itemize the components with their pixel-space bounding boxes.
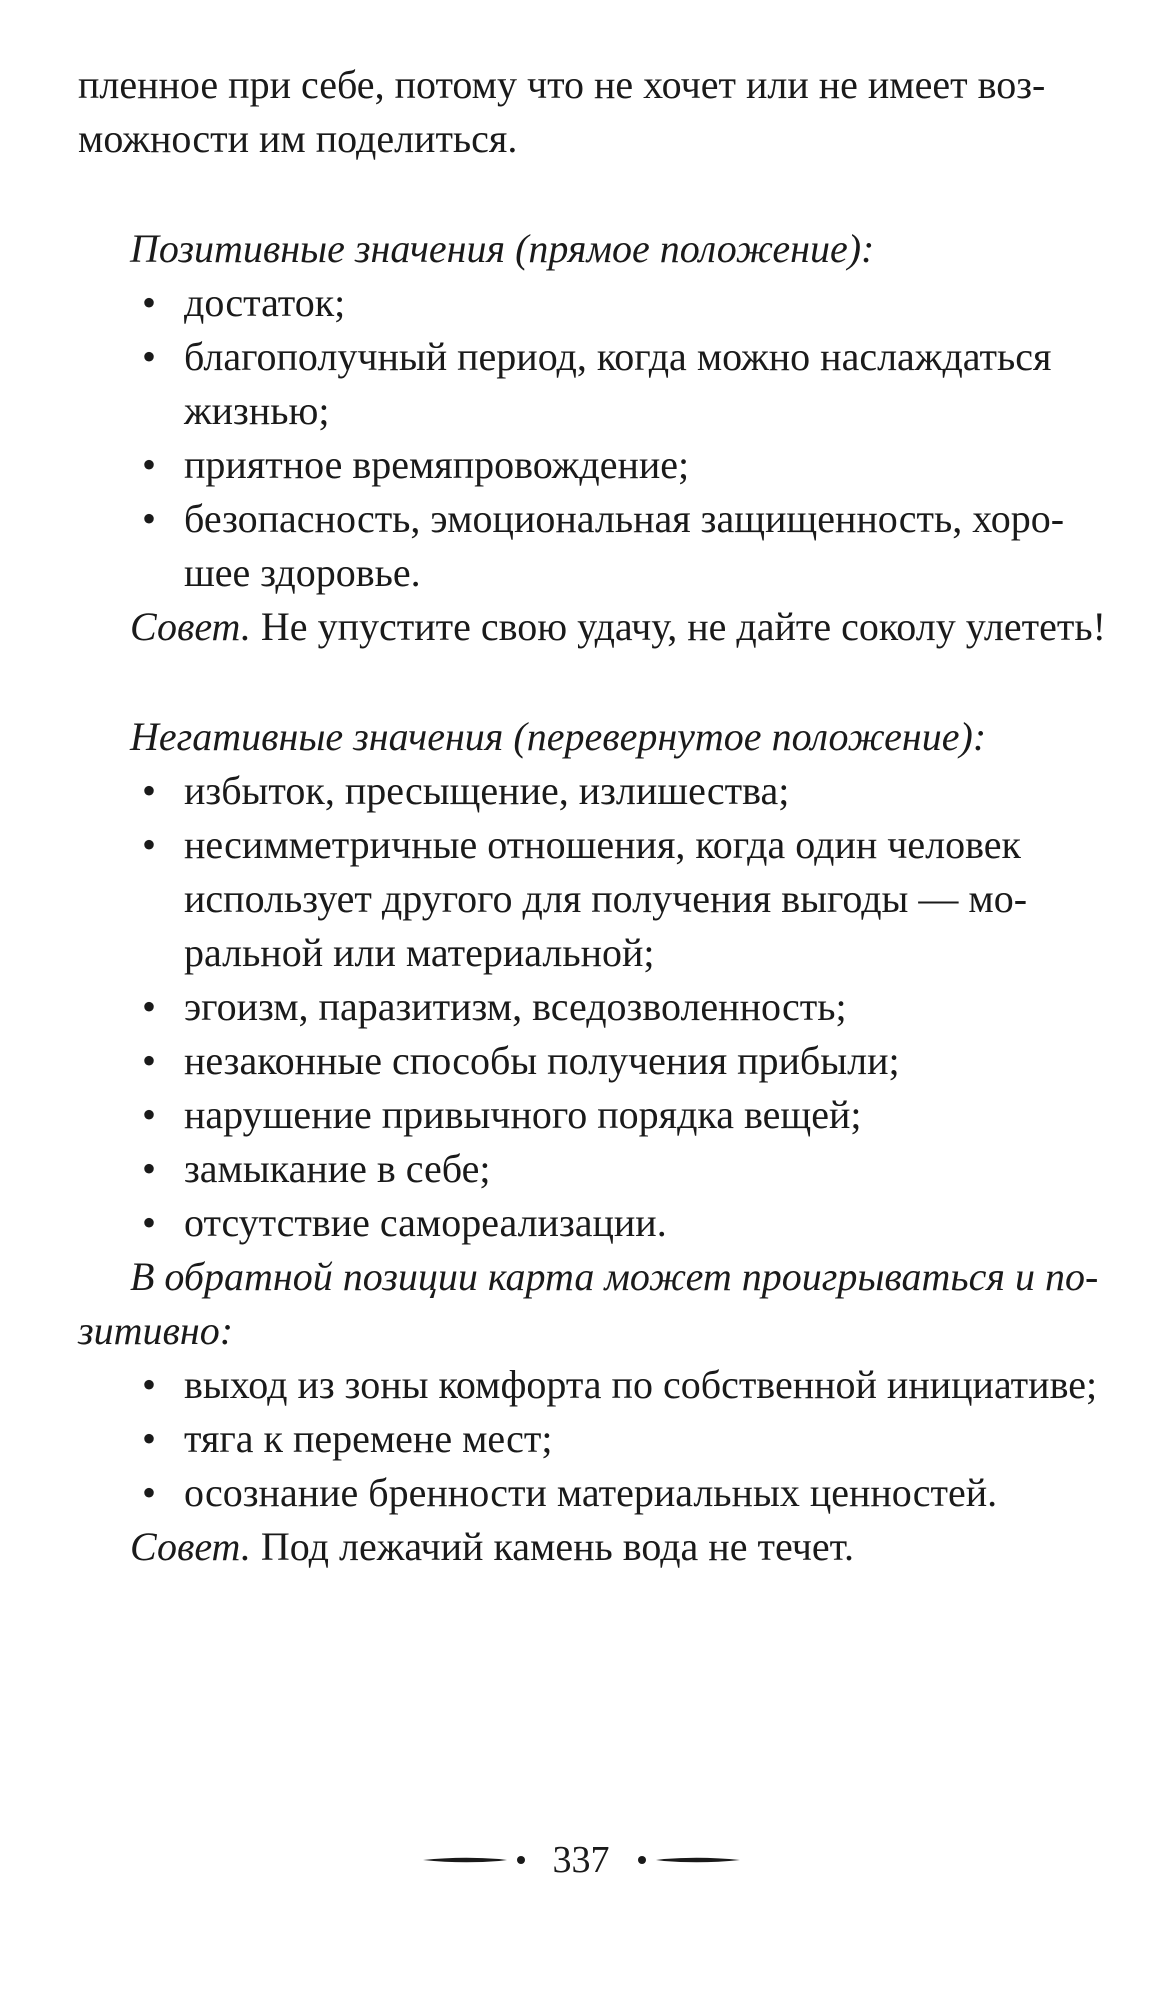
bullet-icon: •: [141, 496, 156, 541]
list-item: • эгоизм, паразитизм, вседозволенность;: [78, 980, 1088, 1034]
page-footer: [0, 1830, 1162, 1890]
advice-text: Не упустите свою удачу, не дайте соколу улететь!: [250, 604, 1106, 649]
bullet-icon: •: [141, 1362, 156, 1407]
list-item-continuation: ральной или материальной;: [184, 930, 655, 975]
list-item: • приятное времяпровождение;: [78, 438, 1088, 492]
spacer: [78, 166, 1088, 222]
list-item-continuation: жизнью;: [184, 388, 330, 433]
bullet-icon: •: [141, 984, 156, 1029]
list-item: • замыкание в себе;: [78, 1142, 1088, 1196]
list-item: • незаконные способы получения прибыли;: [78, 1034, 1088, 1088]
bullet-icon: •: [141, 1200, 156, 1245]
bullet-icon: •: [141, 280, 156, 325]
positive-advice: [78, 600, 1106, 654]
negative-heading: Негативные значения (перевернутое положение):: [130, 714, 987, 759]
list-item: • избыток, пресыщение, излишества;: [78, 764, 1088, 818]
page-number: 337: [552, 1839, 610, 1881]
list-item: • несимметричные отношения, когда один человек: [78, 818, 1088, 872]
list-item: • безопасность, эмоциональная защищенность, хоро-: [78, 492, 1088, 546]
intro-line-1: пленное при себе, потому что не хочет или не имеет воз-: [78, 62, 1046, 107]
list-item-continuation: шее здоровье.: [184, 550, 421, 595]
list-item: • осознание бренности материальных ценностей.: [78, 1466, 1088, 1520]
page-content: [78, 58, 1106, 1574]
list-item: • благополучный период, когда можно наслаждаться: [78, 330, 1088, 384]
intro-line-2: можности им поделиться.: [78, 116, 518, 161]
advice-label: Совет.: [130, 1524, 251, 1569]
right-flourish-icon: [632, 1850, 742, 1870]
bullet-icon: •: [141, 1470, 156, 1515]
bullet-icon: •: [141, 1092, 156, 1137]
negative-advice: [78, 1520, 1088, 1574]
advice-text: Под лежачий камень вода не течет.: [250, 1524, 855, 1569]
bullet-icon: •: [141, 822, 156, 867]
list-item: • достаток;: [78, 276, 1088, 330]
bullet-icon: •: [141, 768, 156, 813]
list-item: • тяга к перемене мест;: [78, 1412, 1088, 1466]
positive-heading: Позитивные значения (прямое положение):: [130, 226, 875, 271]
spacer: [78, 654, 1088, 710]
reverse-list: [78, 1358, 1098, 1520]
bullet-icon: •: [141, 334, 156, 379]
negative-list: [78, 764, 1088, 1250]
list-item-continuation: использует другого для получения выгоды — мо-: [184, 876, 1028, 921]
list-item: • выход из зоны комфорта по собственной инициативе;: [78, 1358, 1088, 1412]
positive-list: [78, 276, 1088, 600]
advice-label: Совет.: [130, 604, 251, 649]
reverse-intro-line-2: зитивно:: [78, 1308, 234, 1353]
bullet-icon: •: [141, 1038, 156, 1083]
left-flourish-icon: [421, 1850, 531, 1870]
bullet-icon: •: [141, 442, 156, 487]
bullet-icon: •: [141, 1146, 156, 1191]
reverse-intro-line-1: В обратной позиции карта может проигрываться и по-: [130, 1254, 1099, 1299]
bullet-icon: •: [141, 1416, 156, 1461]
list-item: • отсутствие самореализации.: [78, 1196, 1088, 1250]
list-item: • нарушение привычного порядка вещей;: [78, 1088, 1088, 1142]
